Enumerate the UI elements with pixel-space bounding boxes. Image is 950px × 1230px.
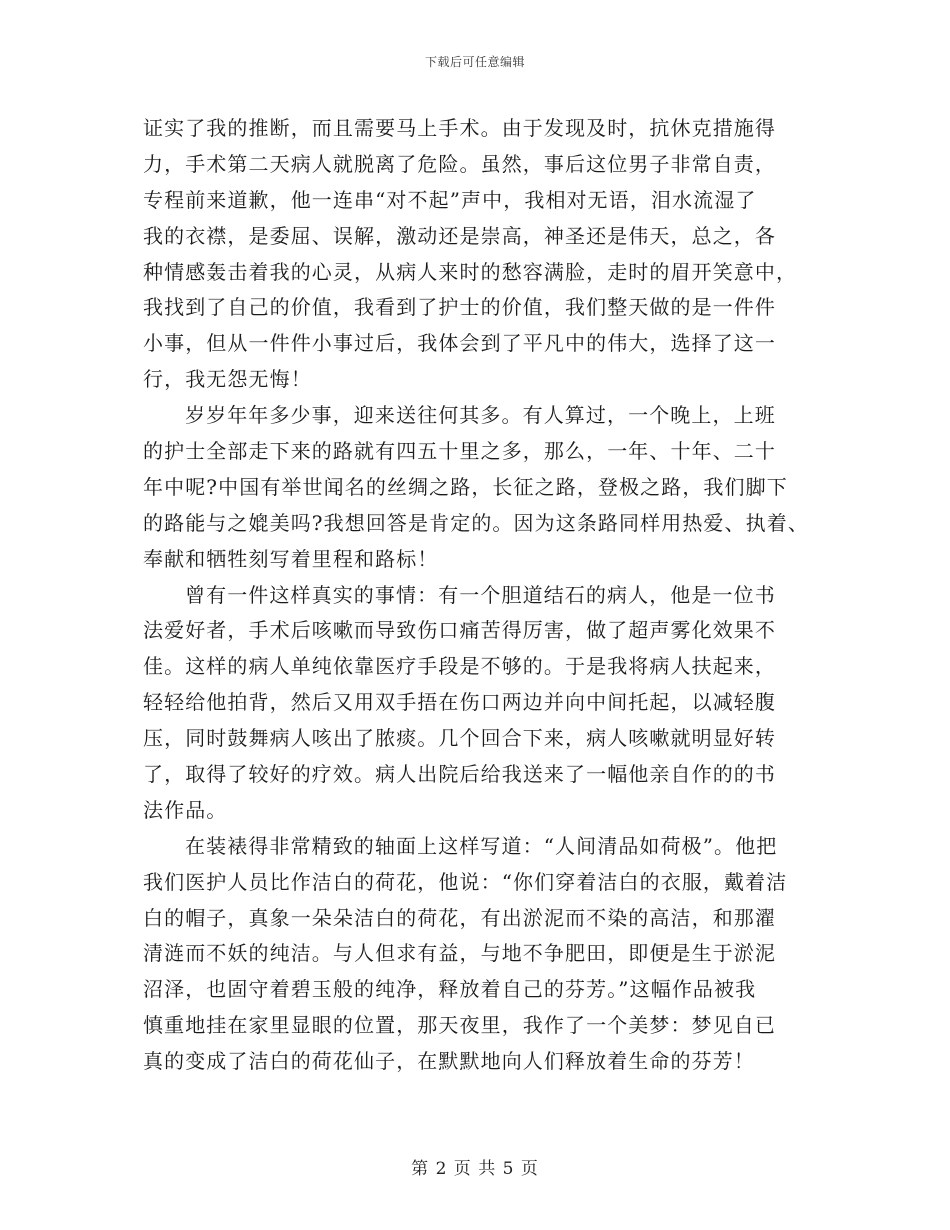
text-line: 小事，但从一件件小事过后，我体会到了平凡中的伟大，选择了这一: [143, 331, 776, 356]
text-line: 岁岁年年多少事，迎来送往何其多。有人算过，一个晚上，上班: [185, 403, 776, 428]
paragraph: [143, 578, 843, 829]
text-line: 了，取得了较好的疗效。病人出院后给我送来了一幅他亲自作的的书: [143, 762, 776, 787]
text-line: 曾有一件这样真实的事情：有一个胆道结石的病人，他是一位书: [185, 582, 776, 607]
text-line: 法爱好者，手术后咳嗽而导致伤口痛苦得厉害，做了超声雾化效果不: [143, 618, 776, 643]
text-line: 我的衣襟，是委屈、误解，激动还是崇高，神圣还是伟天，总之，各: [143, 223, 776, 248]
text-line: 真的变成了洁白的荷花仙子，在默默地向人们释放着生命的芬芳！: [143, 1049, 755, 1074]
text-line: 年中呢?中国有举世闻名的丝绸之路，长征之路，登极之路，我们脚下: [143, 474, 788, 499]
text-line: 清涟而不妖的纯洁。与人但求有益，与地不争肥田，即便是生于淤泥: [143, 941, 776, 966]
paragraph: [143, 829, 843, 1080]
text-line: 佳。这样的病人单纯依靠医疗手段是不够的。于是我将病人扶起来，: [143, 654, 776, 679]
paragraph: [143, 111, 843, 398]
body-text: [143, 111, 843, 1080]
text-line: 力，手术第二天病人就脱离了危险。虽然，事后这位男子非常自责，: [143, 151, 776, 176]
text-line: 法作品。: [143, 797, 228, 822]
paragraph: [143, 398, 843, 577]
text-line: 的护士全部走下来的路就有四五十里之多，那么，一年、十年、二十: [143, 439, 776, 464]
text-line: 种情感轰击着我的心灵，从病人来时的愁容满脸，走时的眉开笑意中，: [143, 259, 798, 284]
text-line: 白的帽子，真象一朵朵洁白的荷花，有出淤泥而不染的高洁，和那濯: [143, 905, 776, 930]
text-line: 压，同时鼓舞病人咳出了脓痰。几个回合下来，病人咳嗽就明显好转: [143, 726, 776, 751]
text-line: 我们医护人员比作洁白的荷花，他说：“你们穿着洁白的衣服，戴着洁: [143, 869, 788, 894]
text-line: 轻轻给他拍背，然后又用双手捂在伤口两边并向中间托起，以减轻腹: [143, 690, 776, 715]
text-line: 奉献和牺牲刻写着里程和路标！: [143, 546, 439, 571]
text-line: 我找到了自己的价值，我看到了护士的价值，我们整天做的是一件件: [143, 295, 776, 320]
text-line: 沼泽，也固守着碧玉般的纯净，释放着自己的芬芳。”这幅作品被我: [143, 977, 757, 1002]
page-number: 第 2 页 共 5 页: [411, 1159, 539, 1179]
text-line: 在装裱得非常精致的轴面上这样写道：“人间清品如荷极”。他把: [185, 833, 778, 858]
text-line: 专程前来道歉，他一连串“对不起”声中，我相对无语，泪水流湿了: [143, 187, 757, 212]
text-line: 行，我无怨无悔！: [143, 367, 312, 392]
text-line: 慎重地挂在家里显眼的位置，那天夜里，我作了一个美梦：梦见自已: [143, 1013, 776, 1038]
header-note: 下载后可任意编辑: [424, 55, 525, 69]
text-line: 证实了我的推断，而且需要马上手术。由于发现及时，抗休克措施得: [143, 116, 776, 140]
text-line: 的路能与之媲美吗?我想回答是肯定的。因为这条路同样用热爱、执着、: [143, 510, 809, 535]
